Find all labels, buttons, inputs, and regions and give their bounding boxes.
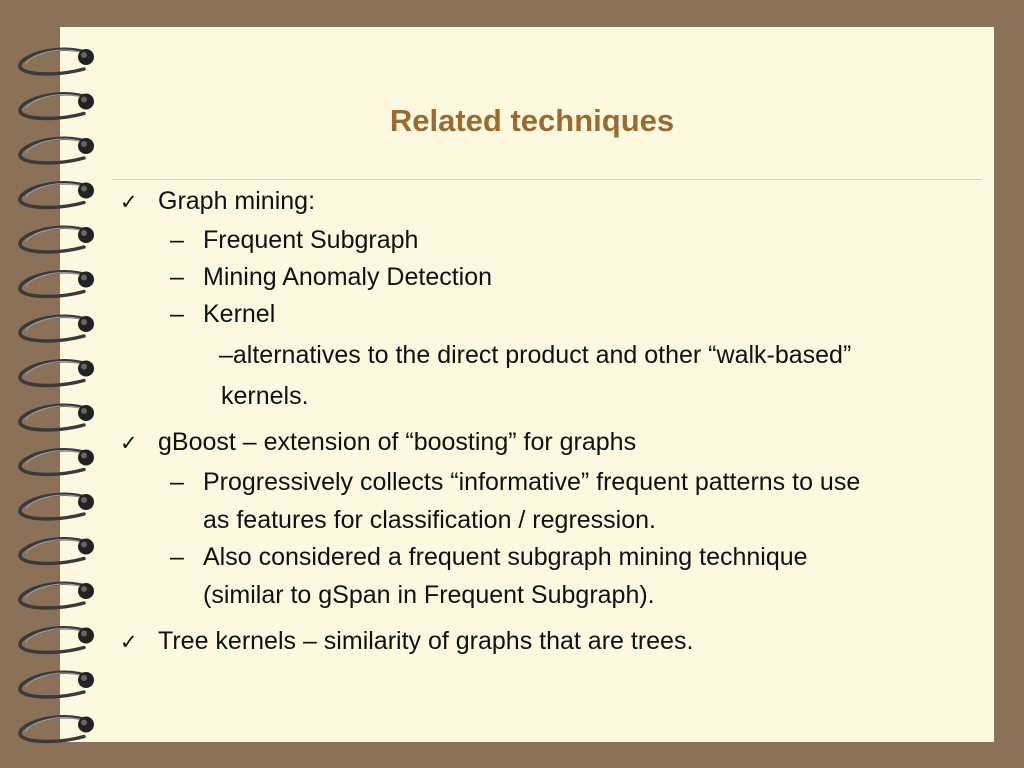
checkmark-icon: ✓	[120, 631, 138, 654]
dash-marker: –	[170, 468, 184, 496]
slide-title: Related techniques	[389, 103, 675, 138]
gboost-subitem-2-line-1: Also considered a frequent subgraph mining technique	[203, 543, 808, 571]
dash-marker: –	[170, 263, 184, 291]
kernel-note-line-2: kernels.	[221, 382, 309, 410]
bullet-tree-kernels: Tree kernels – similarity of graphs that are trees.	[158, 627, 694, 655]
gboost-subitem-2-line-2: (similar to gSpan in Frequent Subgraph).	[203, 581, 655, 609]
subitem-anomaly-detection: Mining Anomaly Detection	[203, 263, 493, 291]
gboost-subitem-1-line-2: as features for classification / regression.	[203, 506, 656, 534]
checkmark-icon: ✓	[120, 191, 138, 214]
bullet-graph-mining: Graph mining:	[158, 187, 316, 215]
kernel-note-line-1: –alternatives to the direct product and other “walk-based”	[219, 341, 852, 369]
dash-marker: –	[170, 543, 184, 571]
dash-marker: –	[170, 226, 184, 254]
subitem-frequent-subgraph: Frequent Subgraph	[203, 226, 419, 254]
subitem-kernel: Kernel	[203, 300, 276, 328]
checkmark-icon: ✓	[120, 432, 138, 455]
bullet-gboost: gBoost – extension of “boosting” for graphs	[158, 428, 637, 456]
gboost-subitem-1-line-1: Progressively collects “informative” frequent patterns to use	[203, 468, 861, 496]
dash-marker: –	[170, 300, 184, 328]
